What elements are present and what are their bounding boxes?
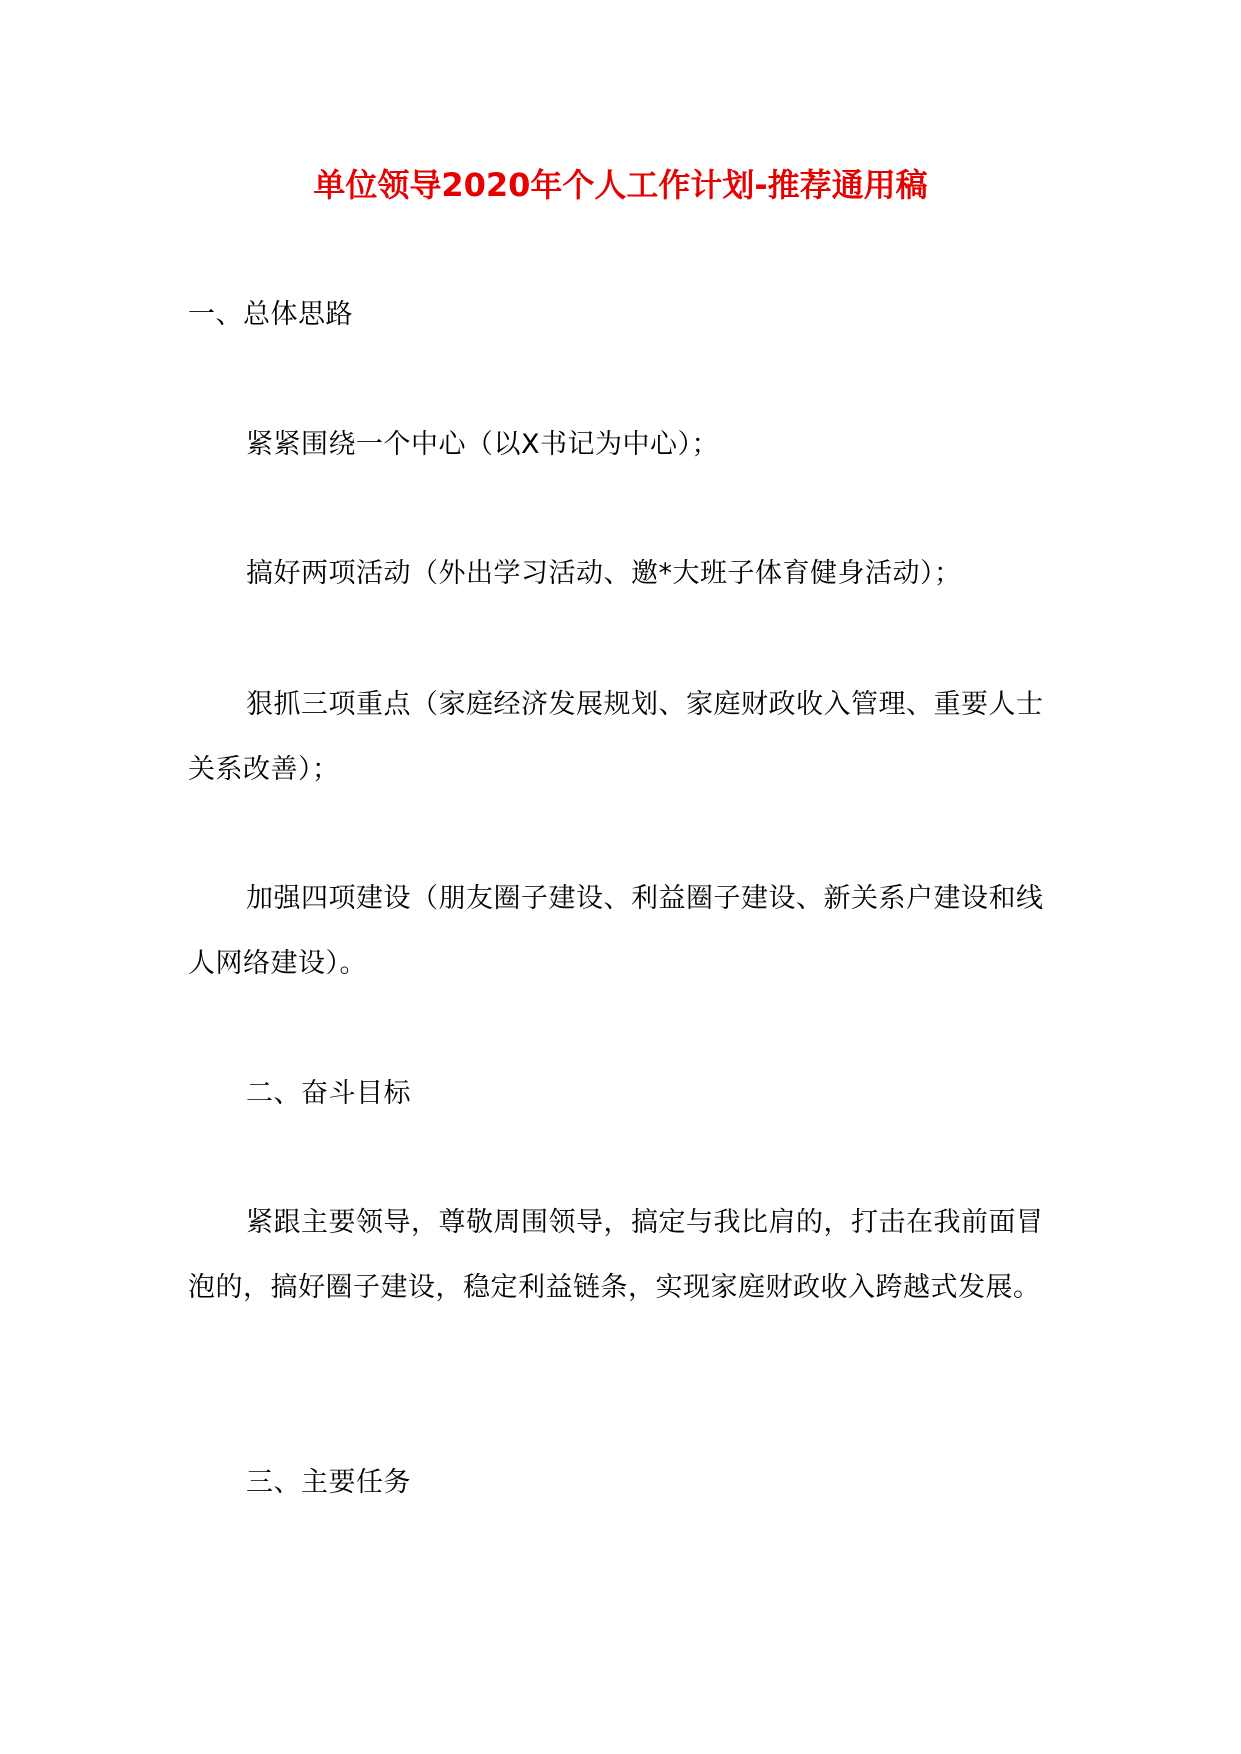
paragraph-two-activities: 搞好两项活动（外出学习活动、邀*大班子体育健身活动）； — [246, 558, 962, 589]
heading-overall-approach: 一、总体思路 — [188, 299, 353, 330]
paragraph-one-center: 紧紧围绕一个中心（以X书记为中心）； — [246, 429, 719, 460]
paragraph-four-constructions: 加强四项建设（朋友圈子建设、利益圈子建设、新关系户建设和线人网络建设）。 — [188, 883, 1044, 979]
paragraph-three-priorities: 狠抓三项重点（家庭经济发展规划、家庭财政收入管理、重要人士关系改善）； — [188, 689, 1044, 785]
paragraph-goals: 紧跟主要领导，尊敬周围领导，搞定与我比肩的，打击在我前面冒泡的，搞好圈子建设，稳定利益链条，实现家庭财政收入跨越式发展。 — [188, 1207, 1044, 1303]
document-title: 单位领导2020年个人工作计划-推荐通用稿 — [313, 166, 928, 204]
heading-main-tasks: 三、主要任务 — [246, 1467, 411, 1498]
heading-goals: 二、奋斗目标 — [246, 1078, 411, 1109]
